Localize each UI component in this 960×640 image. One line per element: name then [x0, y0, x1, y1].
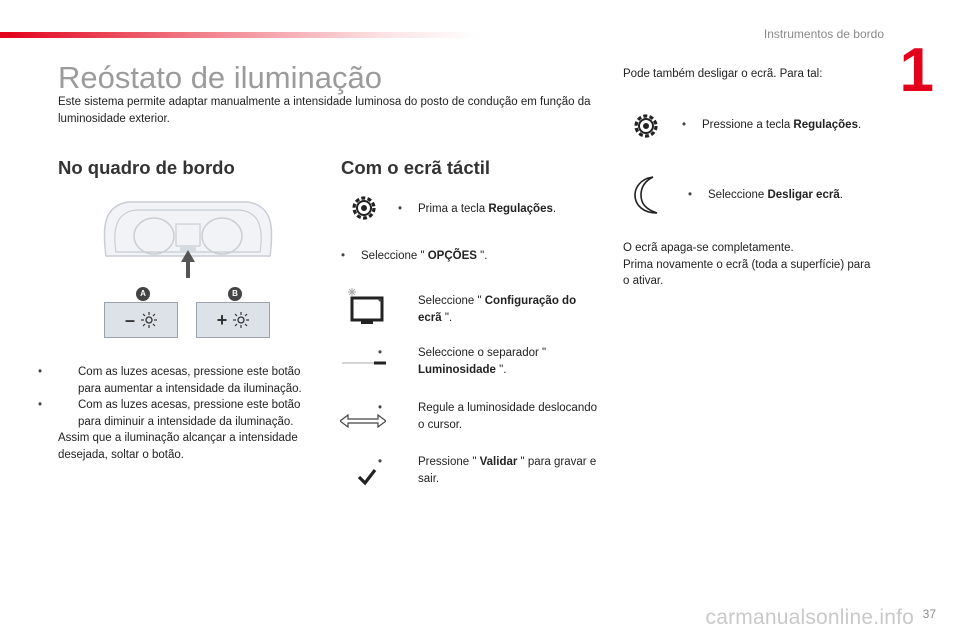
- gear-icon: [631, 111, 661, 141]
- plus-sign: +: [216, 309, 228, 330]
- left-instructions: [38, 364, 320, 463]
- checkmark-icon: [357, 468, 377, 486]
- arrow-up-icon: [181, 250, 195, 278]
- right-after-2: Prima novamente o ecrã (toda a superfície) para o ativar.: [623, 258, 871, 287]
- right-after: [623, 240, 873, 290]
- mid-step-1: • Prima a tecla Regulações.: [398, 203, 557, 215]
- left-bullet-1: • Com as luzes acesas, pressione este botão para aumentar a intensidade da iluminação.: [38, 366, 302, 395]
- heading-touchscreen: Com o ecrã táctil: [341, 157, 491, 178]
- left-bullet-2: • Com as luzes acesas, pressione este botão para diminuir a intensidade da iluminação.: [38, 399, 301, 428]
- right-step-1: • Pressione a tecla Regulações.: [682, 119, 862, 131]
- right-step-2: • Seleccione Desligar ecrã.: [688, 189, 843, 201]
- gear-icon: [349, 193, 379, 223]
- separator-line-icon: [342, 361, 386, 365]
- mid-step-5: • Regule a luminosidade deslocando o cursor.: [378, 402, 598, 431]
- sun-brightness-icon: [141, 312, 157, 328]
- mid-step-3: • Seleccione " Configuração do ecrã ".: [378, 295, 577, 324]
- intro-text: Este sistema permite adaptar manualmente a intensidade luminosa do posto de condução em função da luminosidade exterior.: [58, 96, 591, 125]
- watermark: carmanualsonline.info: [705, 606, 914, 629]
- dimmer-decrease-button[interactable]: [104, 302, 178, 338]
- page-title: Reóstato de iluminação: [58, 60, 382, 95]
- mid-step-2: • Seleccione " OPÇÕES ".: [341, 250, 488, 262]
- heading-dashboard: No quadro de bordo: [58, 157, 235, 178]
- page-number: 37: [922, 607, 936, 621]
- sun-brightness-icon: [233, 312, 249, 328]
- badge-a: A: [136, 287, 150, 301]
- left-closing: Assim que a iluminação alcançar a intensidade desejada, soltar o botão.: [58, 432, 298, 461]
- right-after-1: O ecrã apaga-se completamente.: [623, 242, 794, 254]
- header-accent-bar: [0, 32, 480, 38]
- minus-sign: –: [124, 309, 135, 330]
- badge-b: B: [228, 287, 242, 301]
- mid-step-4: • Seleccione o separador " Luminosidade ".: [378, 347, 547, 376]
- chapter-number: 1: [899, 36, 934, 105]
- moon-icon: [633, 175, 659, 215]
- dimmer-increase-button[interactable]: [196, 302, 270, 338]
- right-intro: Pode também desligar o ecrã. Para tal:: [623, 68, 823, 80]
- mid-step-6: • Pressione " Validar " para gravar e sair.: [378, 456, 597, 485]
- section-name: Instrumentos de bordo: [763, 27, 884, 41]
